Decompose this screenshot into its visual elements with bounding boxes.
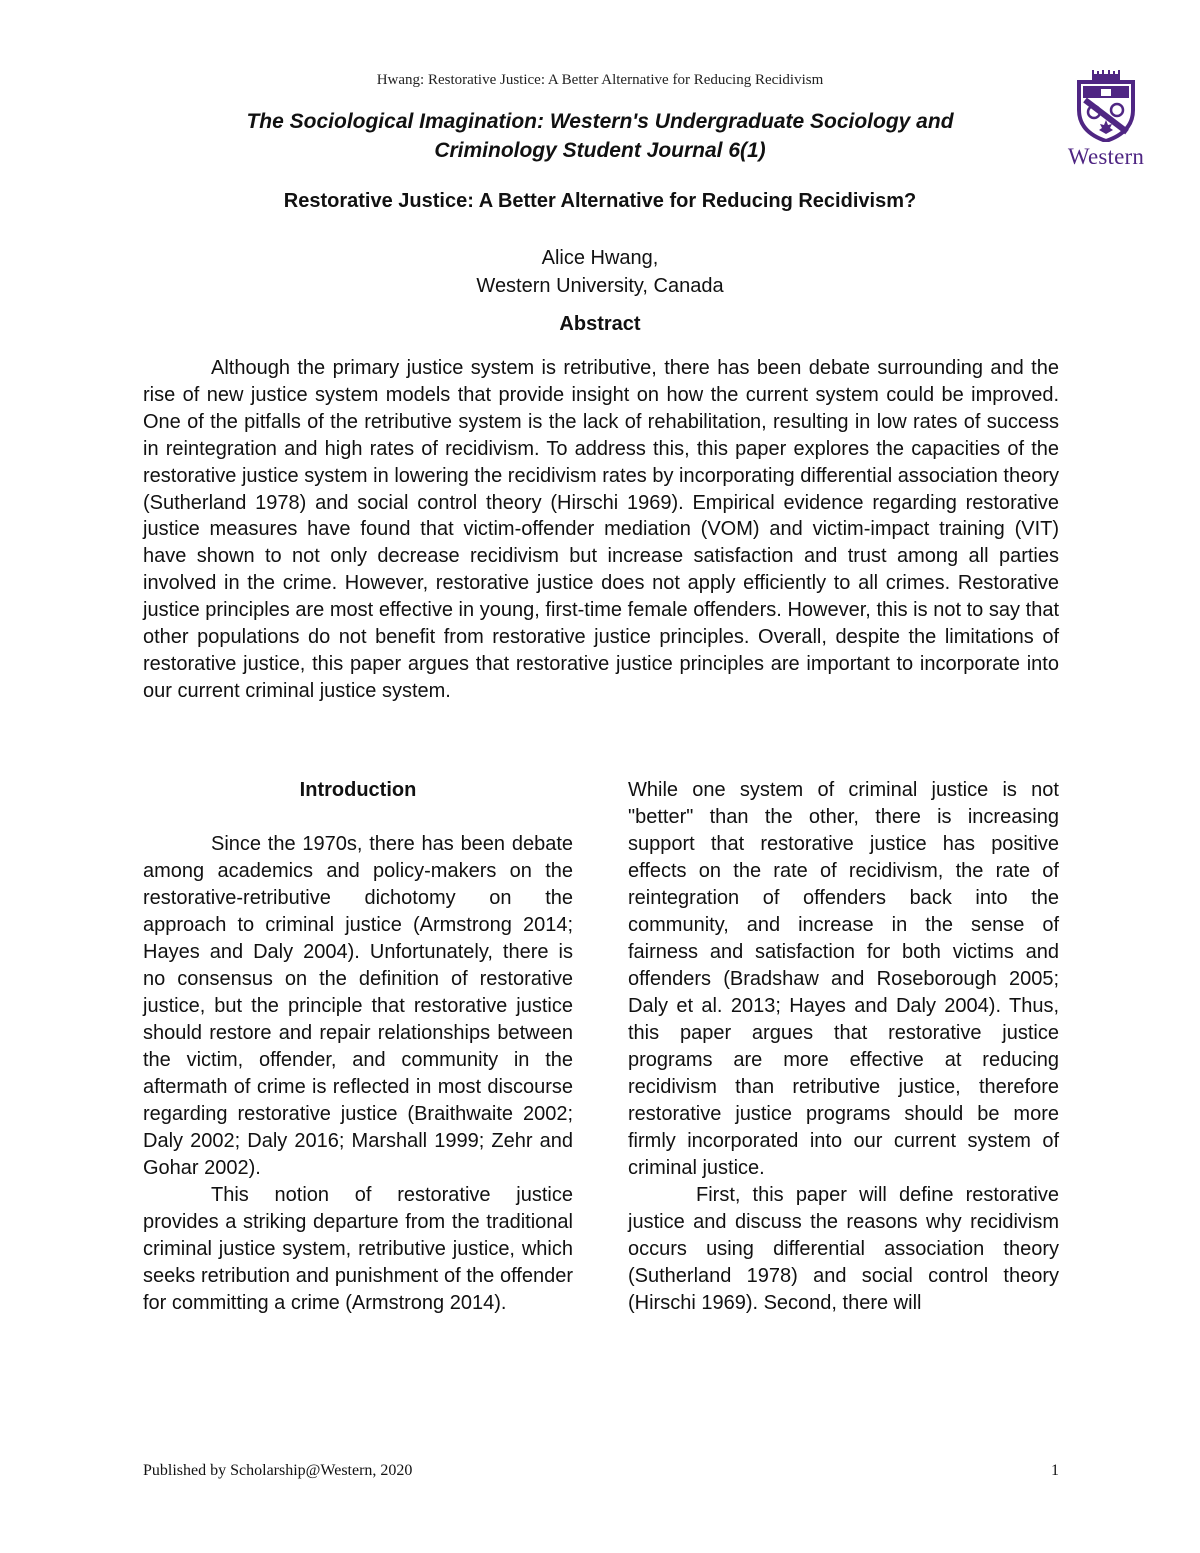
journal-title bbox=[190, 107, 1010, 165]
western-crest-icon bbox=[1075, 70, 1137, 142]
body-paragraph: First, this paper will define restorative justice and discuss the reasons why recidivism occurs using differential association theory (Sutherland 1978) and social control theory (Hirschi 1969). Second, there will bbox=[628, 1184, 1059, 1314]
page-number: 1 bbox=[1051, 1462, 1059, 1479]
author-name: Alice Hwang, bbox=[541, 247, 659, 269]
journal-title-line1: The Sociological Imagination: Western's Undergraduate Sociology and bbox=[246, 110, 954, 133]
western-logo bbox=[1062, 70, 1150, 172]
author-block bbox=[140, 244, 1060, 300]
running-head: Hwang: Restorative Justice: A Better Alternative for Reducing Recidivism bbox=[376, 72, 824, 88]
introduction-heading: Introduction bbox=[299, 779, 417, 801]
left-column bbox=[143, 777, 573, 1317]
logo-wordmark: Western bbox=[1067, 144, 1145, 169]
abstract-text: Although the primary justice system is retributive, there has been debate surrounding and the rise of new justice system models that provide insight on how the current system could be improved. One of the pitfalls of the retributive system is the lack of rehabilitation, resulting in low rates of success in reintegration and high rates of recidivism. To address this, this paper explores the capacities of the restorative justice system in lowering the recidivism rates by incorporating differential association theory (Sutherland 1978) and social control theory (Hirschi 1969). Empirical evidence regarding restorative justice measures have found that victim-offender mediation (VOM) and victim-impact training (VIT) have shown to not only decrease recidivism but increase satisfaction and trust among all parties involved in the crime. However, restorative justice does not apply efficiently to all crimes. Restorative justice principles are most effective in young, first-time female offenders. However, this is not to say that other populations do not benefit from restorative justice principles. Overall, despite the limitations of restorative justice, this paper argues that restorative justice principles are important to incorporate into our current criminal justice system. bbox=[143, 357, 1059, 702]
author-affiliation: Western University, Canada bbox=[476, 275, 724, 297]
footer-publisher: Published by Scholarship@Western, 2020 bbox=[143, 1462, 413, 1479]
body-paragraph: While one system of criminal justice is not "better" than the other, there is increasing support that restorative justice has positive effects on the rate of recidivism, the rate of reintegration of offenders back into the community, and increase in the sense of fairness and satisfaction for both victims and offenders (Bradshaw and Roseborough 2005; Daly et al. 2013; Hayes and Daly 2004). Thus, this paper argues that restorative justice programs are more effective at reducing recidivism than retributive justice, therefore restorative justice programs should be more firmly incorporated into our current system of criminal justice. bbox=[628, 779, 1059, 1179]
right-column bbox=[628, 777, 1059, 1317]
abstract-heading: Abstract bbox=[559, 313, 641, 335]
journal-title-line2: Criminology Student Journal 6(1) bbox=[434, 139, 766, 162]
body-paragraph: Since the 1970s, there has been debate among academics and policy-makers on the restorative-retributive dichotomy on the approach to criminal justice (Armstrong 2014; Hayes and Daly 2004). Unfortunately, there is no consensus on the definition of restorative justice, but the principle that restorative justice should restore and repair relationships between the victim, offender, and community in the aftermath of crime is reflected in most discourse regarding restorative justice (Braithwaite 2002; Daly 2002; Daly 2016; Marshall 1999; Zehr and Gohar 2002). bbox=[143, 833, 573, 1179]
article-title: Restorative Justice: A Better Alternative for Reducing Recidivism? bbox=[283, 190, 917, 212]
body-paragraph: This notion of restorative justice provides a striking departure from the traditional criminal justice system, retributive justice, which seeks retribution and punishment of the offender for committing a crime (Armstrong 2014). bbox=[143, 1184, 573, 1314]
